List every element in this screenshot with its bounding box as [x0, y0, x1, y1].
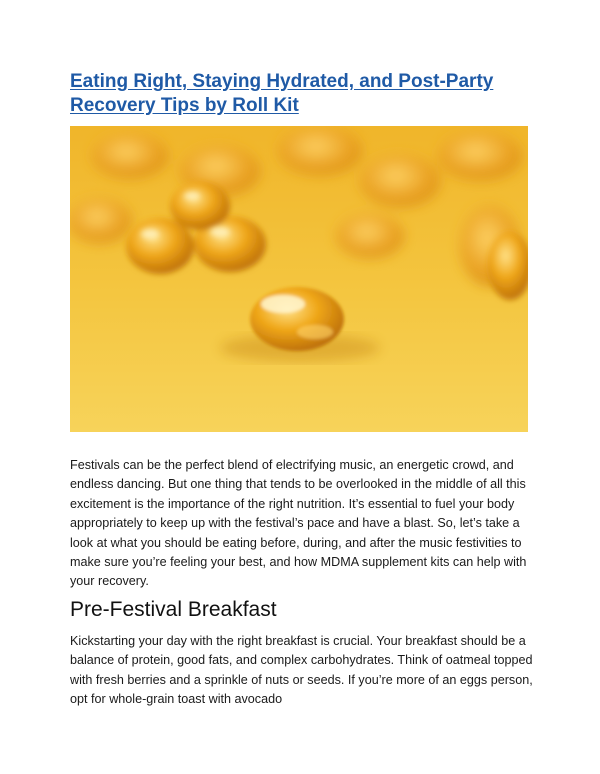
section-body-paragraph: Kickstarting your day with the right breakfast is crucial. Your breakfast should be a balance of protein, good fats, and complex carbohydrates. Think of oatmeal topped with fresh berries and a sprinkle of nuts or seeds. If you’re more of an eggs person, opt for whole-grain toast with avocado	[70, 634, 533, 707]
golden-capsules-icon	[70, 126, 528, 432]
hero-image	[70, 126, 528, 432]
article-title-link[interactable]: Eating Right, Staying Hydrated, and Post-Party Recovery Tips by Roll Kit	[70, 71, 494, 116]
intro-paragraph: Festivals can be the perfect blend of electrifying music, an energetic crowd, and endless dancing. But one thing that tends to be overlooked in the middle of all this excitement is the importance of the right nutrition. It’s essential to fuel your body appropriately to keep up with the festival’s pace and have a blast. So, let’s take a look at what you should be eating before, during, and after the music festivities to make sure you’re feeling your best, and how MDMA supplement kits can help with your recovery.	[70, 458, 527, 589]
section-heading: Pre-Festival Breakfast	[70, 598, 277, 621]
